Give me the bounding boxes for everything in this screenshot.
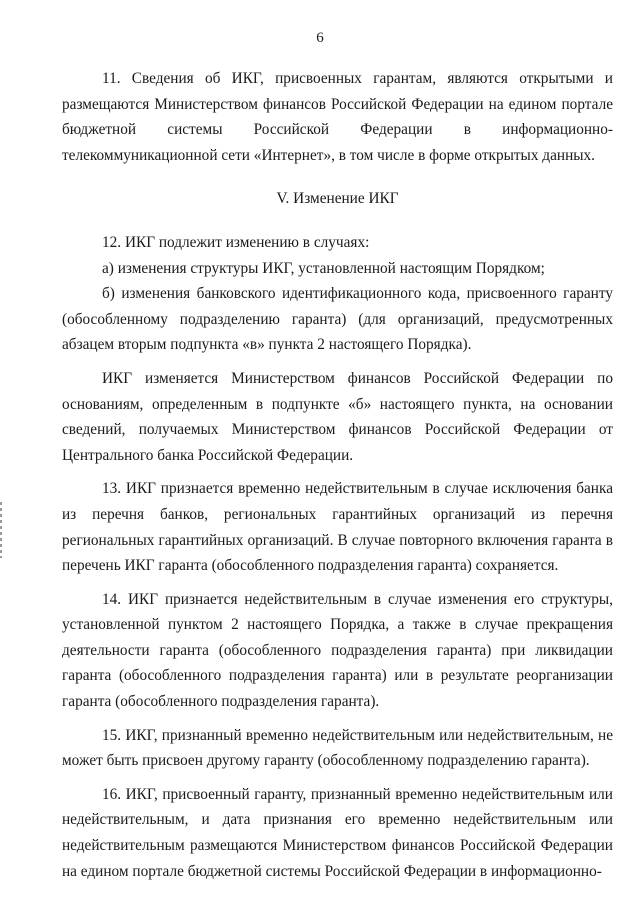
paragraph-12: 12. ИКГ подлежит изменению в случаях: xyxy=(102,233,370,251)
paragraph-12-b: б) изменения банковского идентификационного кода, присвоенного гаранту (обособленному подразделению гаранта) (для организаций, предусмотренных абзацем вторым подпункта «в» пункта 2 настоящего Порядка). xyxy=(62,285,613,354)
paragraph-12-note: ИКГ изменяется Министерством финансов Российской Федерации по основаниям, определенным в подпункте «б» настоящего пункта, на основании сведений, получаемых Министерством финансов Российской Федерации от Центрального банка Российской Федерации. xyxy=(62,369,613,464)
section-heading: V. Изменение ИКГ xyxy=(276,190,399,208)
page-number: 6 xyxy=(316,30,324,46)
paragraph-11: 11. Сведения об ИКГ, присвоенных гарантам, являются открытыми и размещаются Министерством финансов Российской Федерации на едином портале бюджетной системы Российской Федерации в информационно-телекоммуникационной сети «Интернет», в том числе в форме открытых данных. xyxy=(62,70,613,164)
paragraph-13: 13. ИКГ признается временно недействительным в случае исключения банка из перечня банков, региональных гарантийных организаций из перечня региональных гарантийных организаций. В случае повторного включения гаранта в перечень ИКГ гаранта (обособленного подразделения гаранта) сохраняется. xyxy=(62,480,613,575)
paragraph-12-a: а) изменения структуры ИКГ, установленной настоящим Порядком; xyxy=(102,259,545,277)
document-body xyxy=(62,66,613,884)
paragraph-16: 16. ИКГ, присвоенный гаранту, признанный временно недействительным или недействительным, и дата признания его временно недействительным или недействительным размещаются Министерством финансов Российской Федерации на едином портале бюджетной системы Российской Федерации в информационно- xyxy=(62,785,613,880)
paragraph-15: 15. ИКГ, признанный временно недействительным или недействительным, не может быть присвоен другому гаранту (обособленному подразделению гаранта). xyxy=(62,726,613,770)
scan-edge-mark xyxy=(0,502,2,558)
paragraph-14: 14. ИКГ признается недействительным в случае изменения его структуры, установленной пунктом 2 настоящего Порядка, а также в случае прекращения деятельности гаранта (обособленного подразделения гаранта) при ликвидации гаранта (обособленного подразделения гаранта) или в результате реорганизации гаранта (обособленного подразделения гаранта). xyxy=(62,590,613,711)
